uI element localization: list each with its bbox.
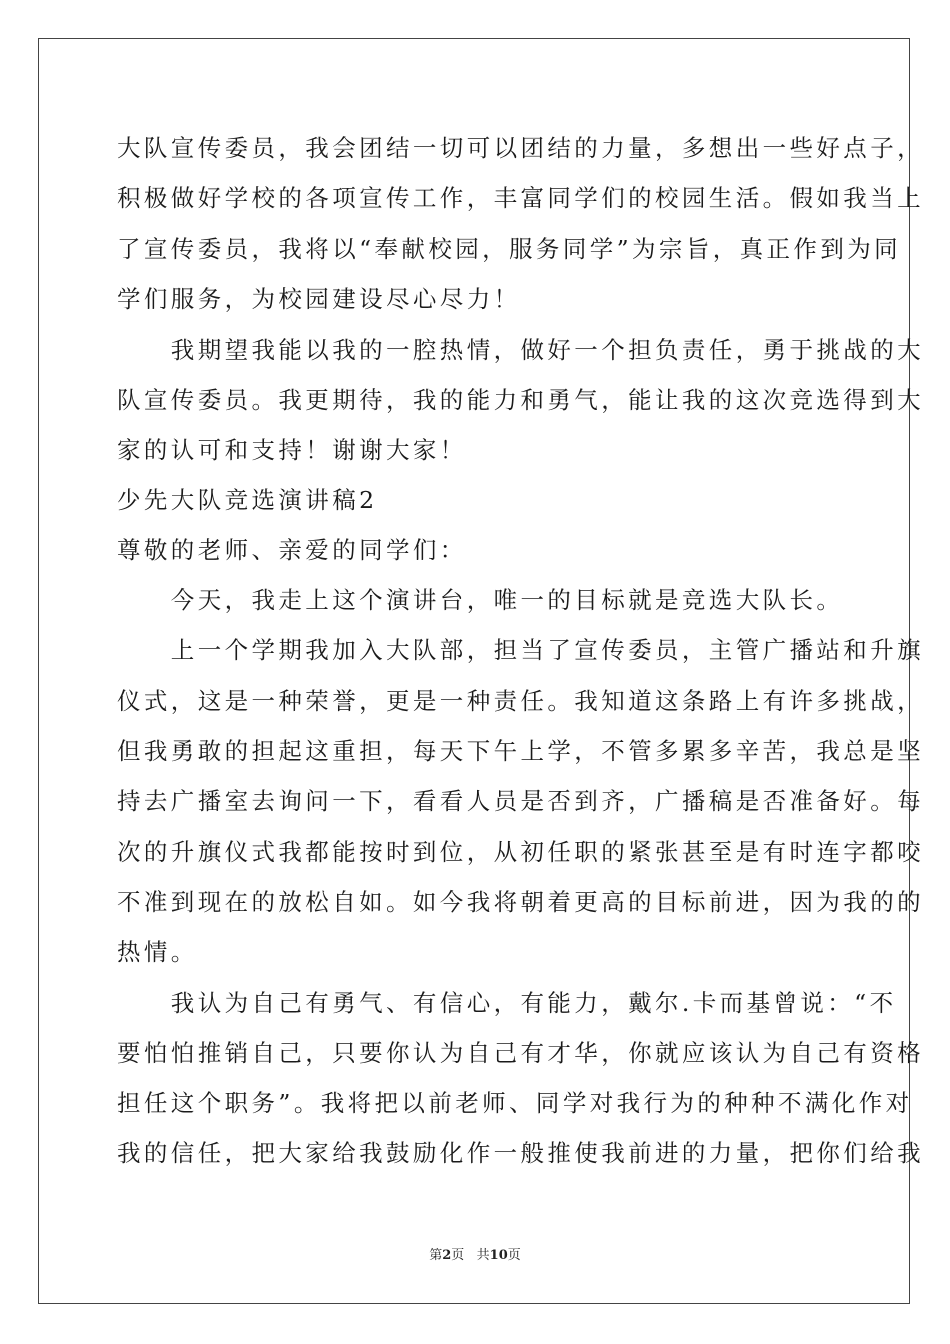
text-line: 我认为自己有勇气、有信心，有能力，戴尔.卡而基曾说：“不 — [117, 989, 897, 1017]
text-line: 仪式，这是一种荣誉，更是一种责任。我知道这条路上有许多挑战， — [117, 687, 924, 715]
text-line: 队宣传委员。我更期待，我的能力和勇气，能让我的这次竞选得到大 — [117, 386, 924, 414]
footer-page-suffix: 页 共 — [451, 1248, 490, 1263]
text-line: 大队宣传委员，我会团结一切可以团结的力量，多想出一些好点子， — [117, 134, 924, 162]
text-line: 次的升旗仪式我都能按时到位，从初任职的紧张甚至是有时连字都咬 — [117, 838, 924, 866]
text-line: 上一个学期我加入大队部，担当了宣传委员，主管广播站和升旗 — [117, 636, 924, 664]
text-line: 积极做好学校的各项宣传工作，丰富同学们的校园生活。假如我当上 — [117, 184, 924, 212]
text-line: 学们服务，为校园建设尽心尽力！ — [117, 285, 521, 313]
page-footer — [0, 1248, 950, 1264]
text-line: 担任这个职务”。我将把以前老师、同学对我行为的种种不满化作对 — [117, 1089, 913, 1117]
text-line: 家的认可和支持！谢谢大家！ — [117, 436, 467, 464]
salutation: 尊敬的老师、亲爱的同学们： — [117, 536, 467, 564]
text-line: 我的信任，把大家给我鼓励化作一般推使我前进的力量，把你们给我 — [117, 1139, 924, 1167]
text-line: 我期望我能以我的一腔热情，做好一个担负责任，勇于挑战的大 — [117, 336, 924, 364]
footer-total-pages: 10 — [489, 1248, 508, 1263]
text-line: 了宣传委员，我将以“奉献校园，服务同学”为宗旨，真正作到为同 — [117, 235, 902, 263]
footer-total-suffix: 页 — [507, 1248, 521, 1263]
text-line: 要怕怕推销自己，只要你认为自己有才华，你就应该认为自己有资格 — [117, 1039, 924, 1067]
text-line: 但我勇敢的担起这重担，每天下午上学，不管多累多辛苦，我总是坚 — [117, 737, 924, 765]
footer-page-number: 2 — [442, 1248, 452, 1263]
text-line: 今天，我走上这个演讲台，唯一的目标就是竞选大队长。 — [117, 586, 844, 614]
footer-page-prefix: 第 — [429, 1248, 443, 1263]
text-line: 不准到现在的放松自如。如今我将朝着更高的目标前进，因为我的的 — [117, 888, 924, 916]
text-line: 持去广播室去询问一下，看看人员是否到齐，广播稿是否准备好。每 — [117, 787, 924, 815]
section-heading: 少先大队竞选演讲稿2 — [117, 486, 378, 514]
text-line: 热情。 — [117, 938, 198, 966]
